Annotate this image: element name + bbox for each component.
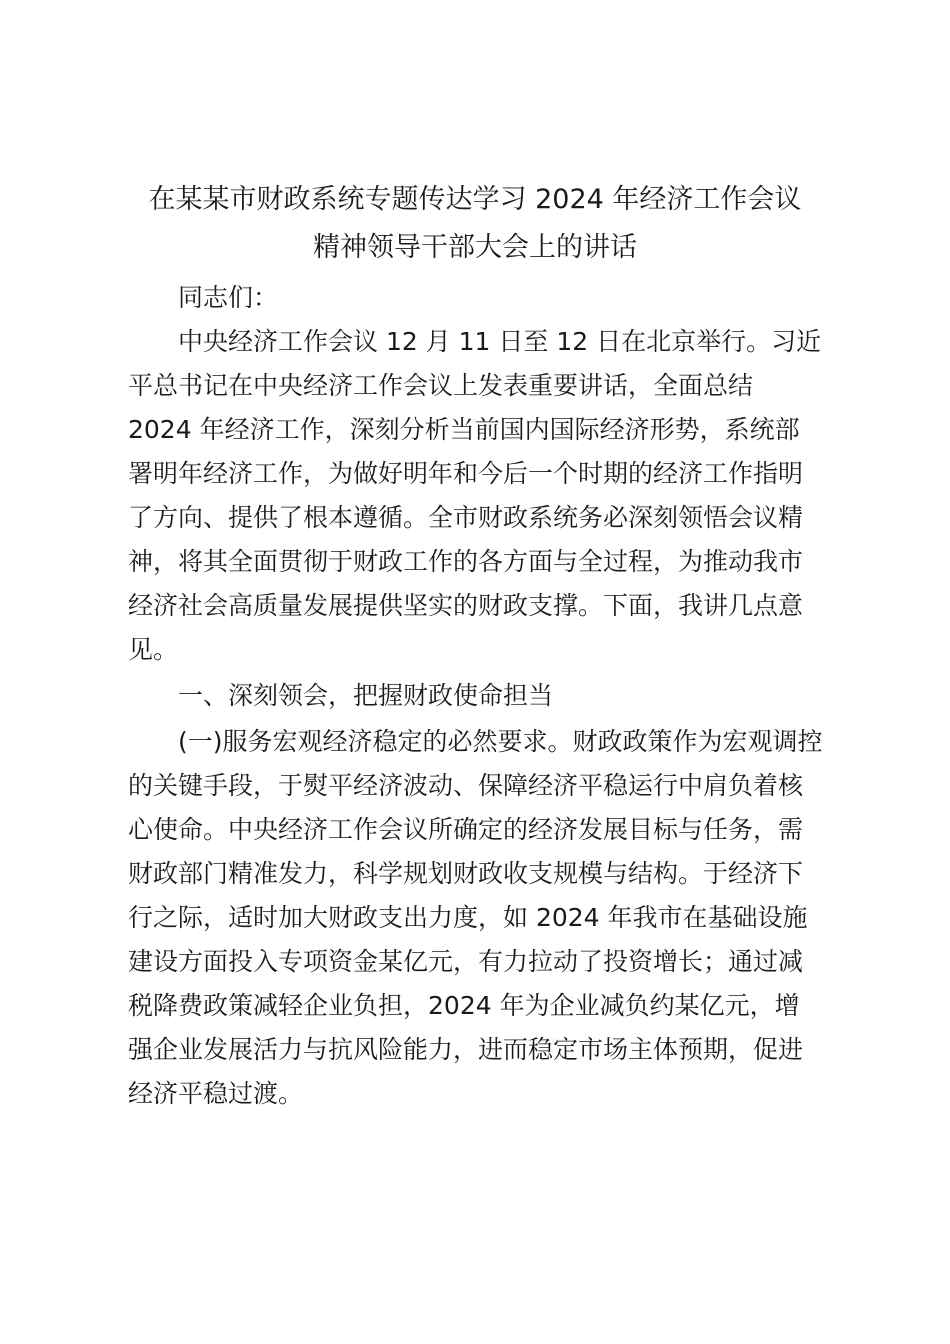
document-title-line-1: 在某某市财政系统专题传达学习 2024 年经济工作会议 bbox=[148, 184, 802, 215]
paragraph-2-line: 经济平稳过渡。 bbox=[128, 1079, 304, 1108]
paragraph-1-line: 平总书记在中央经济工作会议上发表重要讲话，全面总结 bbox=[128, 371, 754, 400]
paragraph-1-line: 神，将其全面贯彻于财政工作的各方面与全过程，为推动我市 bbox=[128, 547, 804, 576]
paragraph-1-line: 了方向、提供了根本遵循。全市财政系统务必深刻领悟会议精 bbox=[128, 503, 804, 532]
paragraph-2-line: (一)服务宏观经济稳定的必然要求。财政政策作为宏观调控 bbox=[178, 727, 823, 756]
paragraph-1-line: 中央经济工作会议 12 月 11 日至 12 日在北京举行。习近 bbox=[178, 327, 822, 356]
paragraph-2-line: 税降费政策减轻企业负担，2024 年为企业减负约某亿元，增 bbox=[128, 991, 800, 1020]
paragraph-2-line: 的关键手段，于熨平经济波动、保障经济平稳运行中肩负着核 bbox=[128, 771, 804, 800]
paragraph-2-line: 强企业发展活力与抗风险能力，进而稳定市场主体预期，促进 bbox=[128, 1035, 804, 1064]
paragraph-1-line: 2024 年经济工作，深刻分析当前国内国际经济形势，系统部 bbox=[128, 415, 800, 444]
document-title-line-2: 精神领导干部大会上的讲话 bbox=[313, 232, 637, 263]
paragraph-2-line: 建设方面投入专项资金某亿元，有力拉动了投资增长；通过减 bbox=[128, 947, 804, 976]
paragraph-2-line: 财政部门精准发力，科学规划财政收支规模与结构。于经济下 bbox=[128, 859, 804, 888]
salutation: 同志们： bbox=[178, 283, 279, 312]
paragraph-2-line: 行之际，适时加大财政支出力度，如 2024 年我市在基础设施 bbox=[128, 903, 808, 932]
paragraph-1-line: 见。 bbox=[128, 635, 179, 664]
paragraph-1-line: 署明年经济工作，为做好明年和今后一个时期的经济工作指明 bbox=[128, 459, 804, 488]
paragraph-2-line: 心使命。中央经济工作会议所确定的经济发展目标与任务，需 bbox=[128, 815, 804, 844]
paragraph-1-line: 经济社会高质量发展提供坚实的财政支撑。下面，我讲几点意 bbox=[128, 591, 804, 620]
section-1-heading: 一、深刻领会，把握财政使命担当 bbox=[178, 681, 554, 710]
